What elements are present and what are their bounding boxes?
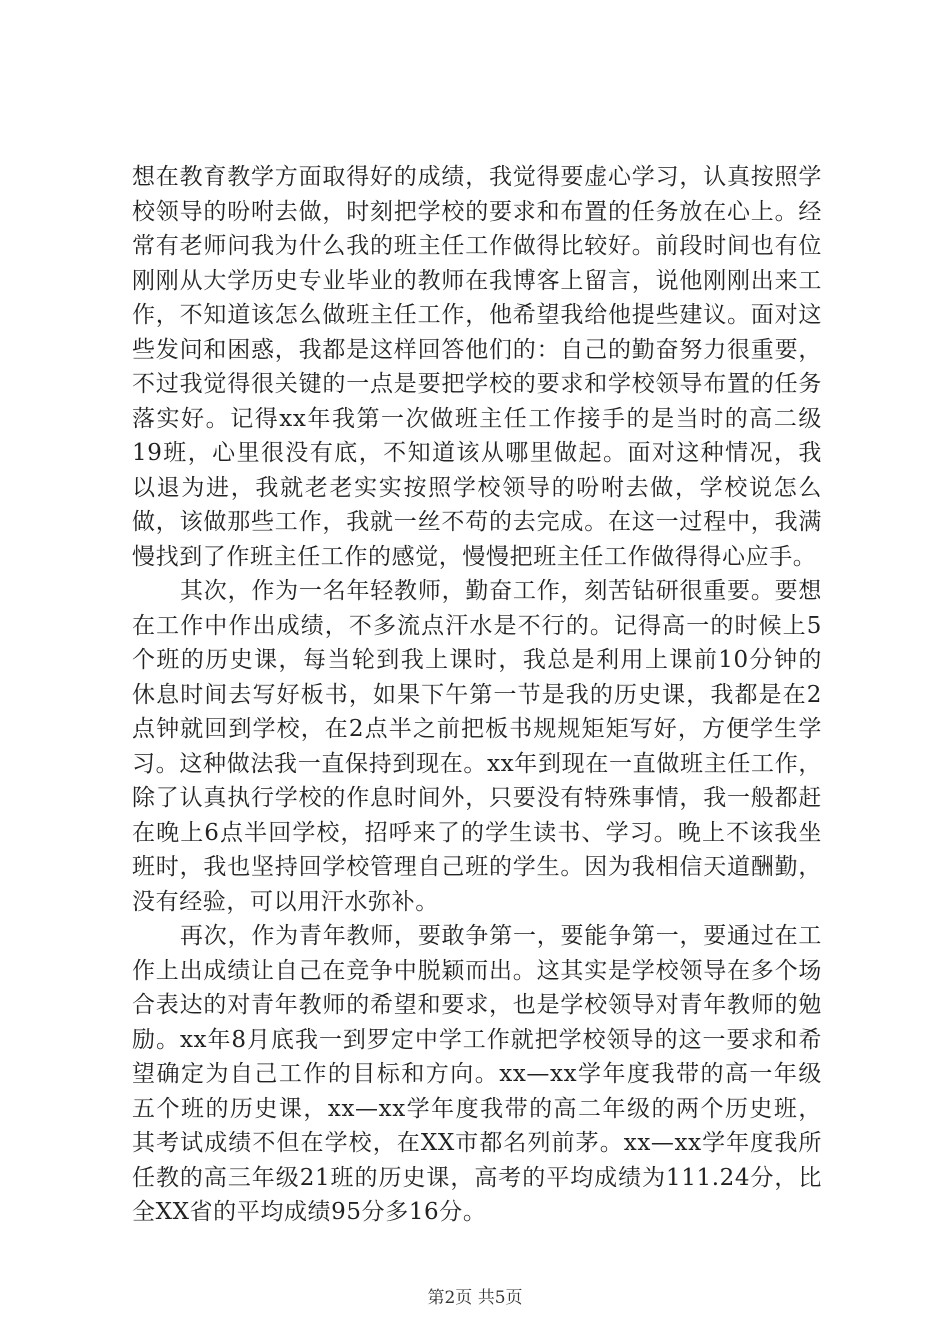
paragraph-2: 其次，作为一名年轻教师，勤奋工作，刻苦钻研很重要。要想在工作中作出成绩，不多流点汗水是不行的。记得高一的时候上5个班的历史课，每当轮到我上课时，我总是利用上课前10分钟的休息时间去写好板书，如果下午第一节是我的历史课，我都是在2点钟就回到学校，在2点半之前把板书规规矩矩写好，方便学生学习。这种做法我一直保持到现在。xx年到现在一直做班主任工作，除了认真执行学校的作息时间外，只要没有特殊事情，我一般都赶在晚上6点半回学校，招呼来了的学生读书、学习。晚上不该我坐班时，我也坚持回学校管理自己班的学生。因为我相信天道酬勤，没有经验，可以用汗水弥补。: [132, 578, 822, 915]
paragraph-1: 想在教育教学方面取得好的成绩，我觉得要虚心学习，认真按照学校领导的吩咐去做，时刻把学校的要求和布置的任务放在心上。经常有老师问我为什么我的班主任工作做得比较好。前段时间也有位刚刚从大学历史专业毕业的教师在我博客上留言，说他刚刚出来工作，不知道该怎么做班主任工作，他希望我给他提些建议。面对这些发问和困惑，我都是这样回答他们的：自己的勤奋努力很重要，不过我觉得很关键的一点是要把学校的要求和学校领导布置的任务落实好。记得xx年我第一次做班主任工作接手的是当时的高二级19班，心里很没有底，不知道该从哪里做起。面对这种情况，我以退为进，我就老老实实按照学校领导的吩咐去做，学校说怎么做，该做那些工作，我就一丝不苟的去完成。在这一过程中，我满慢找到了作班主任工作的感觉，慢慢把班主任工作做得得心应手。: [132, 164, 822, 570]
document-body: [132, 160, 822, 1230]
page-number-footer: 第2页 共5页: [427, 1288, 523, 1308]
paragraph-3: 再次，作为青年教师，要敢争第一，要能争第一，要通过在工作上出成绩让自己在竞争中脱颖而出。这其实是学校领导在多个场合表达的对青年教师的希望和要求，也是学校领导对青年教师的勉励。xx年8月底我一到罗定中学工作就把学校领导的这一要求和希望确定为自己工作的目标和方向。xx—xx学年度我带的高一年级五个班的历史课，xx—xx学年度我带的高二年级的两个历史班，其考试成绩不但在学校，在XX市都名列前茅。xx—xx学年度我所任教的高三年级21班的历史课，高考的平均成绩为111.24分，比全XX省的平均成绩95分多16分。: [132, 923, 822, 1225]
